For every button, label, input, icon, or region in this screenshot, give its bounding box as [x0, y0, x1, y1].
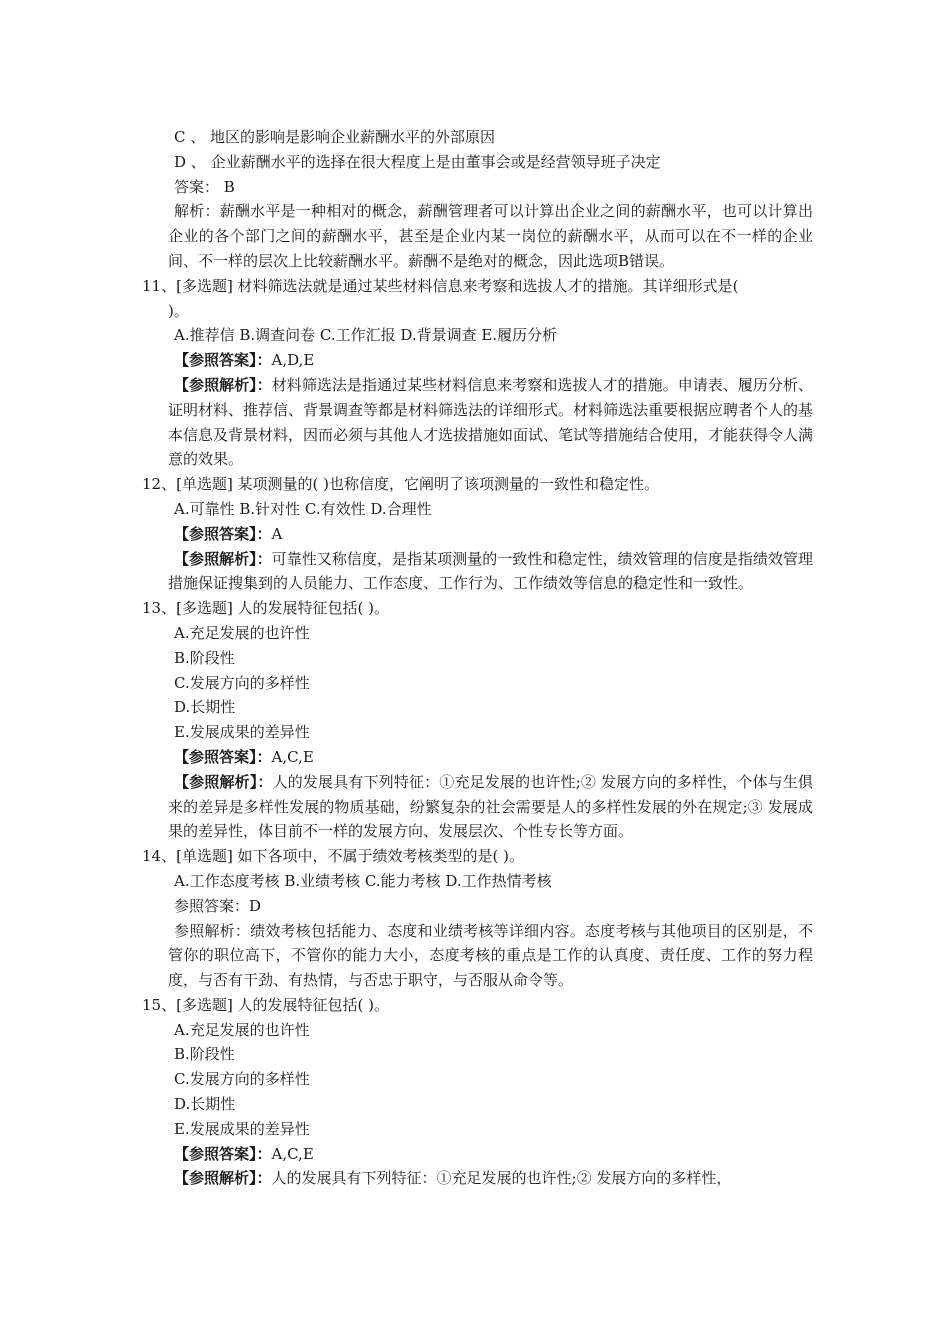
answer-label: 【参照答案】：	[174, 1144, 272, 1163]
question-13-option: C.发展方向的多样性	[174, 673, 310, 692]
answer-value: A,D,E	[271, 351, 315, 370]
explanation-label: 【参照解析】：	[174, 1169, 272, 1188]
question-15-option: E.发展成果的差异性	[174, 1119, 310, 1138]
explanation-text: 材料筛选法是指通过某些材料信息来考察和选拔人才的措施。申请表、履历分析、证明材料、推荐信、背景调查等都是材料筛选法的详细形式。材料筛选法重要根据应聘者个人的基本信息及背景材料，因而必须与其他人才选拔措施如面试、笔试等措施结合使用，才能获得令人满意的效果。	[168, 375, 814, 469]
explanation-label: 【参照解析】：	[174, 549, 272, 568]
question-14-stem: 14、[单选题] 如下各项中，不属于绩效考核类型的是( )。	[142, 847, 525, 866]
option-d-previous: D 、 企业薪酬水平的选择在很大程度上是由董事会或是经营领导班子决定	[174, 152, 661, 171]
answer-value: A,C,E	[271, 1144, 314, 1163]
question-12-explanation	[168, 547, 813, 597]
answer-previous: 答案： B	[174, 177, 235, 196]
explanation-text: 人的发展具有下列特征：①充足发展的也许性;② 发展方向的多样性，	[271, 1169, 732, 1188]
question-13-option: D.长期性	[174, 698, 236, 717]
explanation-text: 可靠性又称信度，是指某项测量的一致性和稳定性，绩效管理的信度是指绩效管理措施保证搜集到的人员能力、工作态度、工作行为、工作绩效等信息的稳定性和一致性。	[168, 549, 813, 593]
question-13-answer	[168, 745, 813, 770]
question-13-option: E.发展成果的差异性	[174, 723, 310, 742]
question-15-option: A.充足发展的也许性	[174, 1020, 310, 1039]
question-14-options: A.工作态度考核 B.业绩考核 C.能力考核 D.工作热情考核	[174, 871, 552, 890]
option-c-previous: C 、 地区的影响是影响企业薪酬水平的外部原因	[174, 128, 496, 146]
answer-label: 【参照答案】：	[174, 747, 272, 766]
question-13-option: A.充足发展的也许性	[174, 623, 310, 642]
question-15-stem: 15、[多选题] 人的发展特征包括( )。	[142, 995, 390, 1014]
question-13-stem: 13、[多选题] 人的发展特征包括( )。	[142, 599, 390, 618]
question-13-explanation	[168, 770, 813, 844]
question-12-stem: 12、[单选题] 某项测量的( )也称信度，它阐明了该项测量的一致性和稳定性。	[142, 475, 660, 494]
question-11-stem: 11、[多选题] 材料筛选法就是通过某些材料信息来考察和选拔人才的措施。其详细形式是(	[142, 276, 739, 295]
explanation-label: 【参照解析】：	[174, 772, 273, 791]
question-11-explanation	[168, 373, 813, 472]
explanation-previous: 解析：薪酬水平是一种相对的概念，薪酬管理者可以计算出企业之间的薪酬水平，也可以计算出企业的各个部门之间的薪酬水平，甚至是企业内某一岗位的薪酬水平，从而可以在不一样的企业间、不一样的层次上比较薪酬水平。薪酬不是绝对的概念，因此选项B错误。	[168, 202, 813, 270]
question-11-answer	[168, 348, 813, 373]
question-13-option: B.阶段性	[174, 648, 235, 667]
question-15-option: B.阶段性	[174, 1045, 235, 1064]
question-12-options: A.可靠性 B.针对性 C.有效性 D.合理性	[174, 499, 432, 518]
document-body	[142, 125, 814, 1191]
question-14-explanation: 参照解析：绩效考核包括能力、态度和业绩考核等详细内容。态度考核与其他项目的区别是，不管你的职位高下，不管你的能力大小，态度考核的重点是工作的认真度、责任度、工作的努力程度，与否有干劲、有热情，与否忠于职守，与否服从命令等。	[168, 921, 813, 990]
answer-value: A,C,E	[271, 747, 314, 766]
explanation-label: 【参照解析】：	[174, 375, 272, 394]
question-14-answer: 参照答案：D	[174, 896, 262, 915]
answer-label: 【参照答案】：	[174, 351, 272, 370]
question-11-stem-cont: )。	[168, 301, 189, 320]
explanation-text: 人的发展具有下列特征：①充足发展的也许性;② 发展方向的多样性，个体与生俱来的差异是多样性发展的物质基础，纷繁复杂的社会需要是人的多样性发展的外在规定;③ 发展成果的差异性，体目前不一样的发展方向、发展层次、个性专长等方面。	[168, 772, 813, 841]
question-12-answer	[168, 522, 813, 547]
question-15-option: D.长期性	[174, 1095, 236, 1114]
answer-label: 【参照答案】：	[174, 524, 272, 543]
question-11-options: A.推荐信 B.调查问卷 C.工作汇报 D.背景调查 E.履历分析	[174, 326, 558, 345]
question-15-option: C.发展方向的多样性	[174, 1070, 310, 1089]
answer-value: A	[271, 524, 283, 543]
question-15-explanation	[168, 1166, 813, 1191]
question-15-answer	[168, 1142, 813, 1167]
